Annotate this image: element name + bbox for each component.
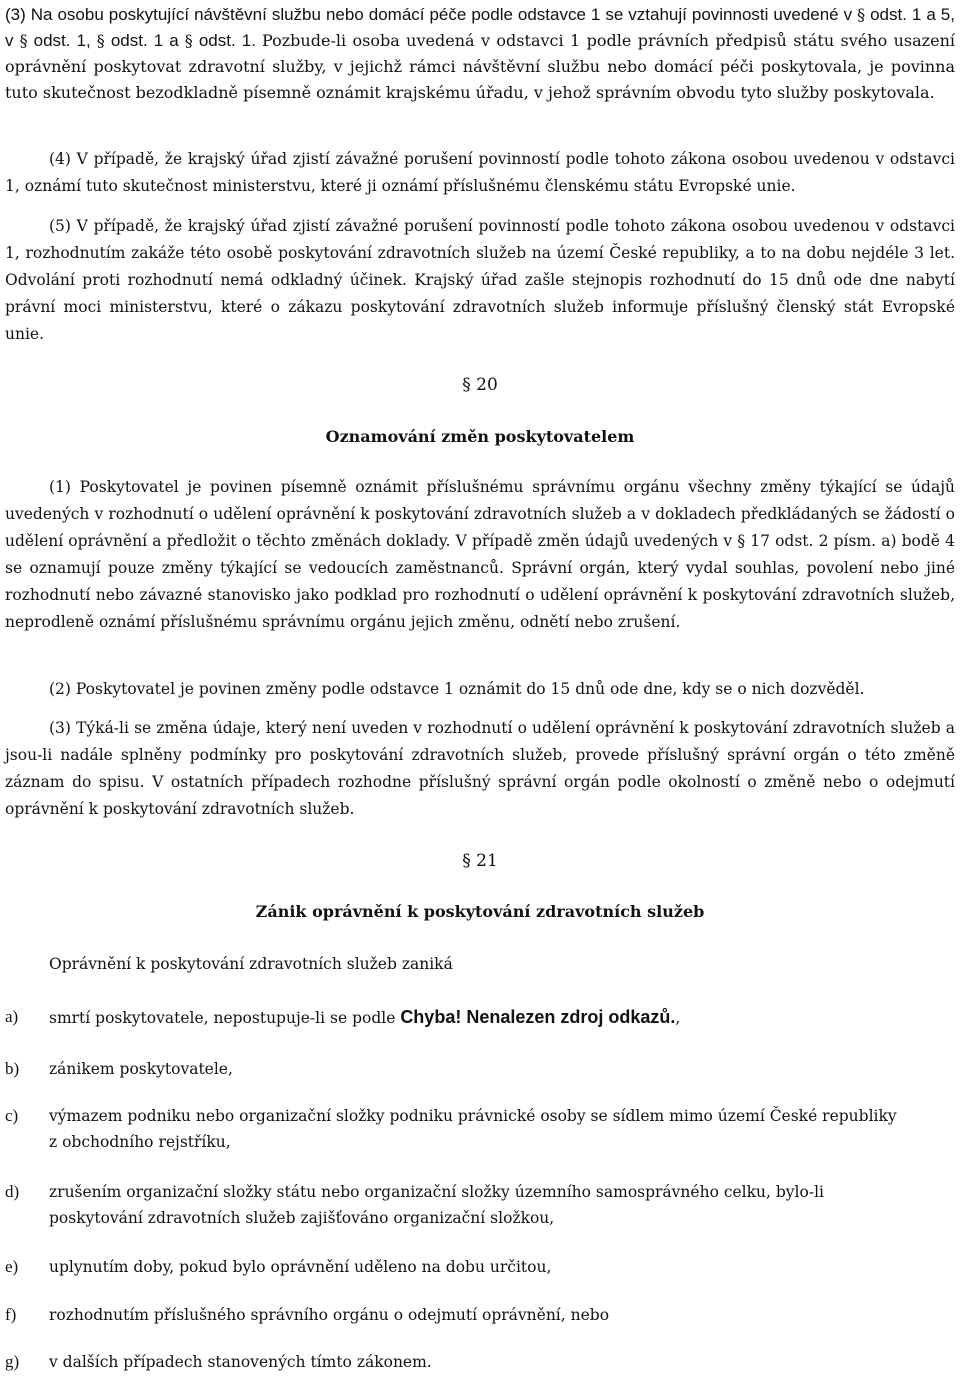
- section-21-number: § 21: [462, 851, 498, 871]
- section-20-paragraph-3: [5, 715, 955, 823]
- paragraph-5: [5, 213, 955, 348]
- list-item-label: a): [5, 1007, 19, 1026]
- section-20-paragraph-1: [5, 474, 955, 636]
- list-item-text: zrušením organizační složky státu nebo organizační složky územního samosprávného celku, bylo-li poskytování zdravotních služeb zajišťováno organizační složkou,: [49, 1183, 824, 1227]
- list-item-text: rozhodnutím příslušného správního orgánu o odejmutí oprávnění, nebo: [49, 1306, 610, 1324]
- section-20-paragraph-3-text: (3) Týká-li se změna údaje, který není uveden v rozhodnutí o udělení oprávnění k poskytování zdravotních služeb a jsou-li nadále splněny podmínky pro poskytování zdravotních služeb, provede příslušný správní orgán o této změně záznam do spisu. V ostatních případech rozhodne příslušný správní orgán podle okolností o změně nebo o odejmutí oprávnění k poskytování zdravotních služeb.: [5, 719, 955, 818]
- list-item-label: d): [5, 1182, 20, 1201]
- list-item-tail: ,: [675, 1009, 681, 1027]
- list-item-label: e): [5, 1257, 19, 1276]
- section-sign: §: [96, 31, 105, 50]
- list-item-label: b): [5, 1059, 20, 1078]
- paragraph-4-text: (4) V případě, že krajský úřad zjistí závažné porušení povinností podle tohoto zákona osobou uvedenou v odstavci 1, oznámí tuto skutečnost ministerstvu, které ji oznámí příslušnému členskému státu Evropské unie.: [5, 150, 955, 195]
- section-21-title: Zánik oprávnění k poskytování zdravotních služeb: [255, 902, 705, 921]
- section-20-paragraph-1-text: (1) Poskytovatel je povinen písemně oznámit příslušnému správnímu orgánu všechny změny týkající se údajů uvedených v rozhodnutí o udělení oprávnění k poskytování zdravotních služeb a v dokladech předkládaných se žádostí o udělení oprávnění a předložit o těchto změnách doklady. V případě změn údajů uvedených v § 17 odst. 2 písm. a) bodě 4 se oznamují pouze změny týkající se vedoucích zaměstnanců. Správní orgán, který vydal souhlas, povolení nebo jiné rozhodnutí nebo závazné stanovisko jako podklad pro rozhodnutí o udělení oprávnění k poskytování zdravotních služeb, neprodleně oznámí příslušnému správnímu orgánu jejich změnu, odnětí nebo zrušení.: [5, 478, 955, 631]
- paragraph-4: [5, 146, 955, 200]
- list-item-text: výmazem podniku nebo organizační složky podniku právnické osoby se sídlem mimo území České republiky z obchodního rejstříku,: [49, 1107, 897, 1151]
- section-20-paragraph-2-text: (2) Poskytovatel je povinen změny podle odstavce 1 oznámit do 15 dnů ode dne, kdy se o nich dozvěděl.: [49, 680, 865, 698]
- list-item-text-body: smrtí poskytovatele, nepostupuje-li se podle: [49, 1009, 401, 1027]
- paragraph-3-part5: odst. 1.: [192, 31, 262, 50]
- list-item-label: g): [5, 1352, 20, 1371]
- paragraph-3-part6: Pozbude-li osoba uvedená v odstavci 1 podle právních předpisů státu svého usazení oprávnění poskytovat zdravotní služby, v jejichž rámci návštěvní službu nebo domácí péči poskytovala, je povinna tuto skutečnost bezodkladně písemně oznámit krajskému úřadu, v jehož správním obvodu tyto služby poskytovala.: [5, 31, 956, 102]
- section-21-intro: Oprávnění k poskytování zdravotních služeb zaniká: [49, 955, 453, 973]
- list-item-label: c): [5, 1106, 19, 1125]
- section-sign: §: [19, 31, 28, 50]
- section-20-number: § 20: [462, 375, 498, 395]
- section-20-paragraph-2: [5, 676, 955, 703]
- paragraph-3-part4: odst. 1 a: [104, 31, 185, 50]
- paragraph-3-part2: odst. 1 a 5, v: [5, 5, 955, 50]
- paragraph-3-top: [5, 2, 955, 106]
- section-sign: §: [184, 31, 193, 50]
- paragraph-3-part1: (3) Na osobu poskytující návštěvní službu nebo domácí péče podle odstavce 1 se vztahují povinnosti uvedené v: [5, 5, 858, 24]
- section-20-title: Oznamování změn poskytovatelem: [325, 427, 635, 446]
- paragraph-5-text: (5) V případě, že krajský úřad zjistí závažné porušení povinností podle tohoto zákona osobou uvedenou v odstavci 1, rozhodnutím zakáže této osobě poskytování zdravotních služeb na území České republiky, a to na dobu nejdéle 3 let. Odvolání proti rozhodnutí nemá odkladný účinek. Krajský úřad zašle stejnopis rozhodnutí do 15 dnů ode dne nabytí právní moci ministerstvu, které o zákazu poskytování zdravotních služeb informuje příslušný členský stát Evropské unie.: [5, 217, 955, 343]
- paragraph-3-part3: odst. 1,: [27, 31, 97, 50]
- list-item-text: uplynutím doby, pokud bylo oprávnění uděleno na dobu určitou,: [49, 1258, 552, 1276]
- list-item-text: zánikem poskytovatele,: [49, 1060, 233, 1078]
- list-item-label: f): [5, 1305, 17, 1324]
- list-item-text: [49, 1004, 909, 1031]
- section-sign: §: [857, 5, 866, 24]
- broken-reference-error: Chyba! Nenalezen zdroj odkazů.: [400, 1007, 676, 1027]
- list-item-text: v dalších případech stanovených tímto zákonem.: [49, 1353, 432, 1371]
